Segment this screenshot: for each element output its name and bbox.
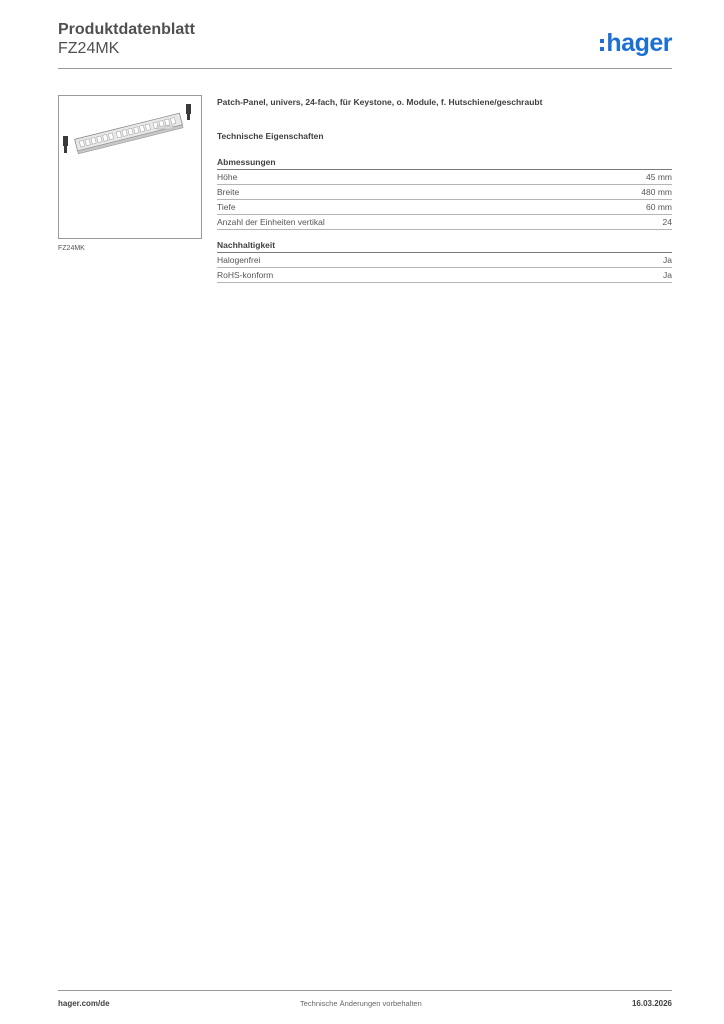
- product-image: [58, 95, 202, 239]
- row-label: RoHS-konform: [217, 270, 274, 280]
- table-row: [217, 170, 672, 185]
- row-label: Höhe: [217, 172, 238, 182]
- row-label: Tiefe: [217, 202, 236, 212]
- row-value: 24: [662, 217, 672, 227]
- section-title: Technische Eigenschaften: [217, 131, 324, 141]
- footer-website-link[interactable]: hager.com/de: [58, 999, 110, 1008]
- group-title: Abmessungen: [217, 156, 672, 170]
- table-row: [217, 253, 672, 268]
- row-value: Ja: [663, 255, 672, 265]
- row-value: 45 mm: [646, 172, 672, 182]
- table-row: [217, 185, 672, 200]
- row-value: Ja: [663, 270, 672, 280]
- row-value: 480 mm: [641, 187, 672, 197]
- product-code: FZ24MK: [58, 40, 120, 57]
- group-sustainability: [217, 239, 672, 283]
- page-title: Produktdatenblatt: [58, 21, 195, 38]
- product-description: Patch-Panel, univers, 24-fach, für Keystone, o. Module, f. Hutschiene/geschraubt: [217, 97, 543, 107]
- table-row: [217, 200, 672, 215]
- table-row: [217, 268, 672, 283]
- patch-panel-image: [59, 96, 201, 238]
- footer-date: 16.03.2026: [631, 999, 672, 1008]
- group-title: Nachhaltigkeit: [217, 239, 672, 253]
- row-label: Breite: [217, 187, 240, 197]
- logo-dots-icon: [600, 39, 604, 51]
- table-row: [217, 215, 672, 230]
- row-label: Halogenfrei: [217, 255, 261, 265]
- image-caption: FZ24MK: [58, 245, 85, 252]
- row-label: Anzahl der Einheiten vertikal: [217, 217, 325, 227]
- footer-divider: [58, 990, 672, 991]
- footer-note: Technische Änderungen vorbehalten: [300, 999, 422, 1008]
- header-divider: [58, 68, 672, 69]
- group-dimensions: [217, 156, 672, 230]
- logo-text: hager: [606, 28, 672, 57]
- hager-logo: [600, 28, 672, 58]
- row-value: 60 mm: [646, 202, 672, 212]
